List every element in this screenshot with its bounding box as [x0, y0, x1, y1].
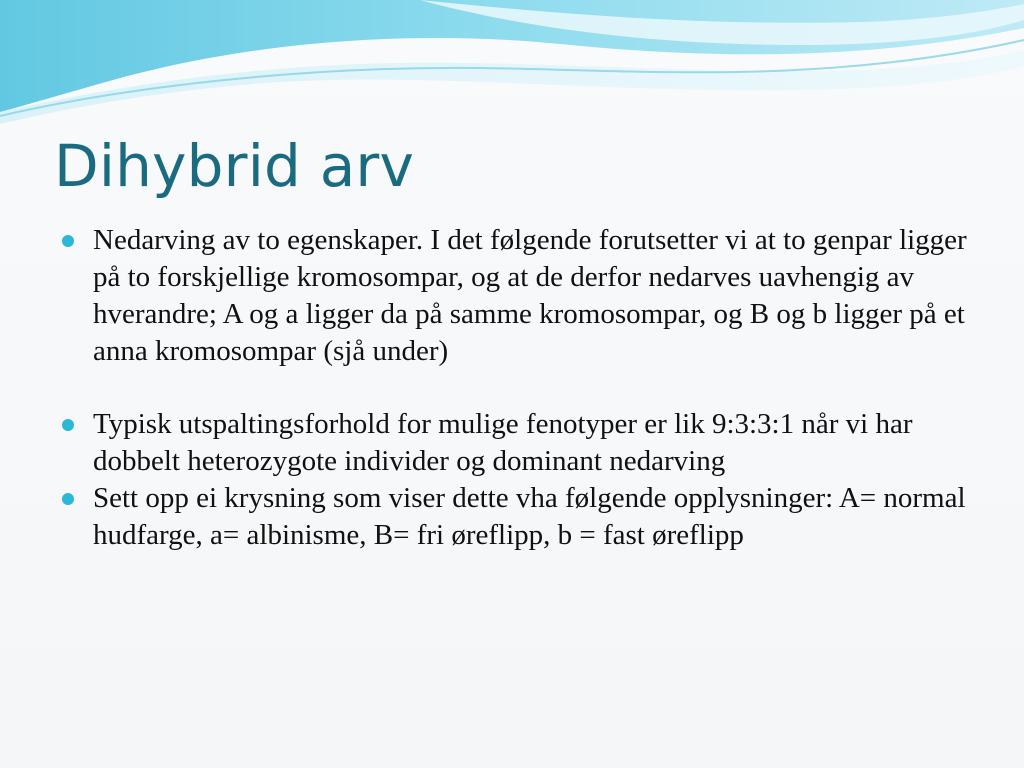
bullet-text: Typisk utspaltingsforhold for mulige fenotyper er lik 9:3:3:1 når vi har dobbelt heterozygote individer og dominant nedarving: [93, 408, 913, 477]
bullet-dot-icon: [62, 419, 74, 431]
wave-decoration: [0, 0, 1024, 130]
bullet-item: [60, 222, 970, 370]
bullet-list: [60, 222, 970, 554]
bullet-text: Sett opp ei krysning som viser dette vha følgende opplysninger: A= normal hudfarge, a= albinisme, B= fri øreflipp, b = fast øreflipp: [93, 482, 966, 551]
bullet-dot-icon: [62, 493, 74, 505]
bullet-item: [60, 406, 970, 480]
bullet-item: [60, 480, 970, 554]
slide-title: Dihybrid arv: [54, 132, 415, 200]
bullet-dot-icon: [62, 235, 74, 247]
bullet-text: Nedarving av to egenskaper. I det følgende forutsetter vi at to genpar ligger på to forskjellige kromosompar, og at de derfor nedarves uavhengig av hverandre; A og a ligger da på samme kromosompar, og B og b ligger på et anna kromosompar (sjå under): [93, 224, 967, 367]
